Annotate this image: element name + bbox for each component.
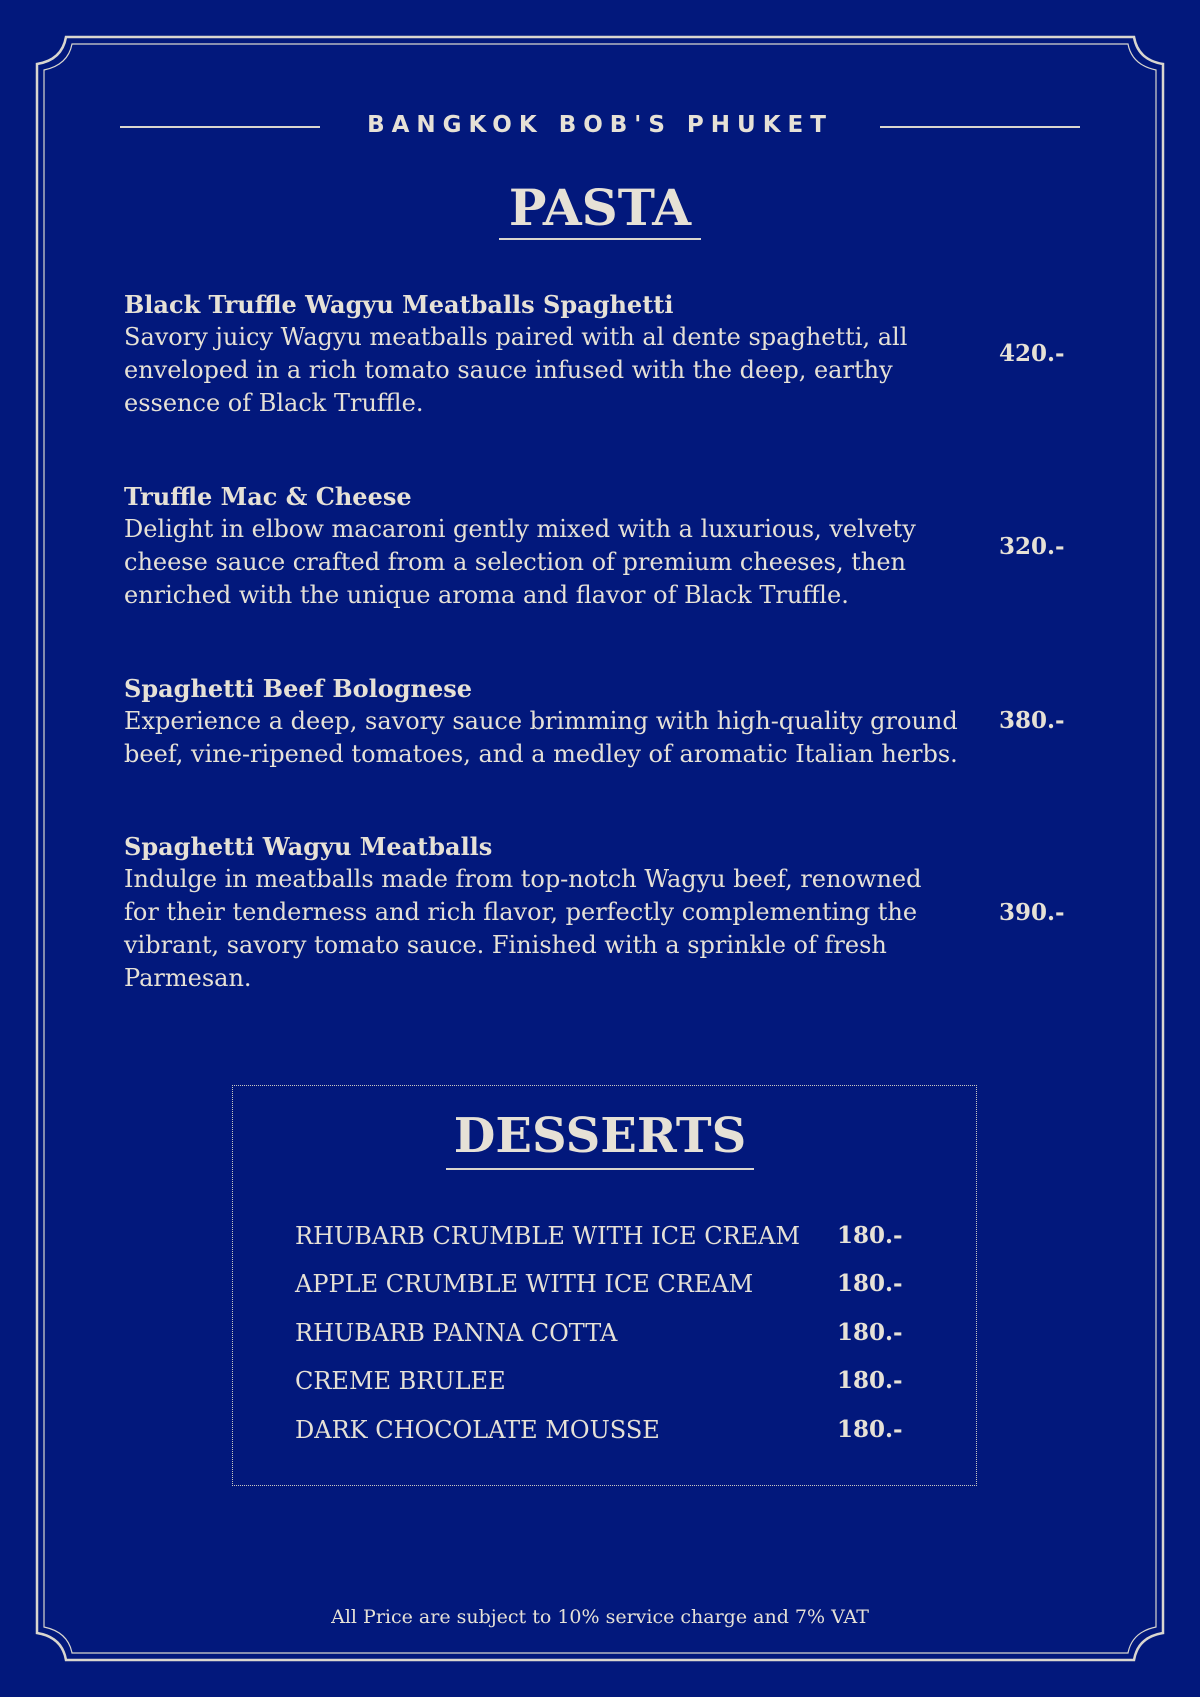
dessert-name: RHUBARB CRUMBLE WITH ICE CREAM bbox=[295, 1222, 801, 1250]
dessert-item bbox=[295, 1219, 915, 1253]
menu-item-description: Indulge in meatballs made from top-notch Wagyu beef, renowned for their tenderness and rich flavor, perfectly complementing the vibrant, savory tomato sauce. Finished with a sprinkle of fresh Parmesan. bbox=[124, 865, 922, 992]
dessert-price: 180.- bbox=[837, 1270, 903, 1297]
dessert-item bbox=[295, 1364, 915, 1398]
menu-item bbox=[124, 830, 964, 995]
dessert-price: 180.- bbox=[837, 1416, 903, 1443]
menu-item-description: Delight in elbow macaroni gently mixed with a luxurious, velvety cheese sauce crafted from a selection of premium cheeses, then enriched with the unique aroma and flavor of Black Truffle. bbox=[124, 515, 916, 609]
menu-item-description: Experience a deep, savory sauce brimming with high-quality ground beef, vine-ripened tomatoes, and a medley of aromatic Italian herbs. bbox=[124, 707, 958, 768]
menu-item-name: Truffle Mac & Cheese bbox=[124, 482, 412, 511]
menu-item-description: Savory juicy Wagyu meatballs paired with al dente spaghetti, all enveloped in a rich tomato sauce infused with the deep, earthy essence of Black Truffle. bbox=[124, 323, 908, 417]
dessert-name: DARK CHOCOLATE MOUSSE bbox=[295, 1416, 660, 1444]
restaurant-name: BANGKOK BOB'S PHUKET bbox=[367, 112, 833, 138]
dessert-name: RHUBARB PANNA COTTA bbox=[295, 1319, 618, 1347]
menu-item bbox=[124, 288, 964, 420]
dessert-price: 180.- bbox=[837, 1319, 903, 1346]
menu-header bbox=[120, 108, 1080, 148]
dessert-name: CREME BRULEE bbox=[295, 1367, 506, 1395]
menu-item bbox=[124, 672, 964, 771]
menu-item-name: Black Truffle Wagyu Meatballs Spaghetti bbox=[124, 290, 674, 319]
header-rule-right bbox=[880, 126, 1080, 128]
dessert-price: 180.- bbox=[837, 1367, 903, 1394]
dessert-name: APPLE CRUMBLE WITH ICE CREAM bbox=[295, 1270, 754, 1298]
menu-item-name: Spaghetti Wagyu Meatballs bbox=[124, 832, 493, 861]
menu-item-price: 380.- bbox=[999, 707, 1065, 734]
menu-item bbox=[124, 480, 964, 612]
desserts-section-title: DESSERTS bbox=[0, 1108, 1200, 1170]
menu-item-name: Spaghetti Beef Bolognese bbox=[124, 674, 473, 703]
menu-item-price: 420.- bbox=[999, 340, 1065, 367]
dessert-item bbox=[295, 1316, 915, 1350]
dessert-item bbox=[295, 1413, 915, 1447]
menu-item-price: 390.- bbox=[999, 899, 1065, 926]
dessert-item bbox=[295, 1267, 915, 1301]
dessert-price: 180.- bbox=[837, 1222, 903, 1249]
pasta-section-title: PASTA bbox=[0, 178, 1200, 240]
menu-item-price: 320.- bbox=[999, 533, 1065, 560]
footer-note: All Price are subject to 10% service charge and 7% VAT bbox=[331, 1606, 869, 1628]
